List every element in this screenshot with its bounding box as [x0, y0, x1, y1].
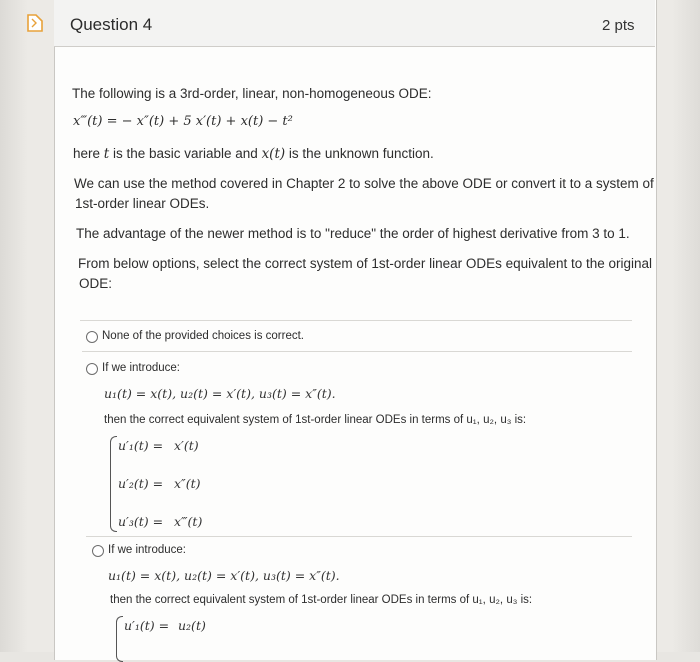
option-2-eq2-left: u′₂(t) =: [118, 476, 164, 491]
option-2-then-text: then the correct equivalent system of 1st-order linear ODEs in terms of u₁, u₂, u₃ is:: [104, 414, 527, 426]
method-text-line2: 1st-order linear ODEs.: [75, 196, 210, 211]
separator: [86, 536, 632, 537]
option-3-intro: If we introduce:: [108, 544, 186, 556]
option-2-eq3-left: u′₃(t) =: [118, 514, 164, 529]
instruction-line1: From below options, select the correct system of 1st-order linear ODEs equivalent to the original: [78, 256, 653, 271]
option-3-eq1-right: u₂(t): [178, 618, 206, 633]
advantage-text: The advantage of the newer method is to "reduce" the order of highest derivative from 3 to 1.: [76, 226, 630, 241]
option-2-eq1-right: x′(t): [174, 438, 199, 453]
question-title: Question 4: [70, 15, 153, 34]
system-brace: [110, 436, 117, 532]
separator: [80, 320, 632, 321]
intro-text: The following is a 3rd-order, linear, non-homogeneous ODE:: [72, 86, 432, 101]
option-2-intro: If we introduce:: [102, 362, 180, 374]
unanswered-question-icon: [26, 13, 44, 33]
question-points: 2 pts: [602, 17, 635, 34]
option-3-radio[interactable]: [92, 545, 104, 557]
instruction-line2: ODE:: [79, 276, 113, 291]
option-3-then-text: then the correct equivalent system of 1st-order linear ODEs in terms of u₁, u₂, u₃ is:: [110, 594, 533, 606]
option-1-label[interactable]: None of the provided choices is correct.: [102, 330, 304, 342]
option-2-radio[interactable]: [86, 363, 98, 375]
option-2-eq1-left: u′₁(t) =: [118, 438, 164, 453]
option-2-eq2-right: x″(t): [174, 476, 201, 491]
option-1-radio[interactable]: [86, 331, 98, 343]
option-3-eq1-left: u′₁(t) =: [124, 618, 170, 633]
system-brace: [116, 616, 123, 662]
option-2-definitions: u₁(t) = x(t), u₂(t) = x′(t), u₃(t) = x″(t).: [104, 386, 336, 401]
variable-description: here t is the basic variable and x(t) is the unknown function.: [73, 146, 434, 162]
option-3-definitions: u₁(t) = x(t), u₂(t) = x′(t), u₃(t) = x″(t).: [108, 568, 340, 583]
separator: [82, 351, 632, 352]
option-2-eq3-right: x‴(t): [174, 514, 203, 529]
method-text-line1: We can use the method covered in Chapter 2 to solve the above ODE or convert it to a system of: [74, 176, 654, 191]
ode-equation: x‴(t) = − x″(t) + 5 x′(t) + x(t) − t²: [73, 114, 293, 129]
